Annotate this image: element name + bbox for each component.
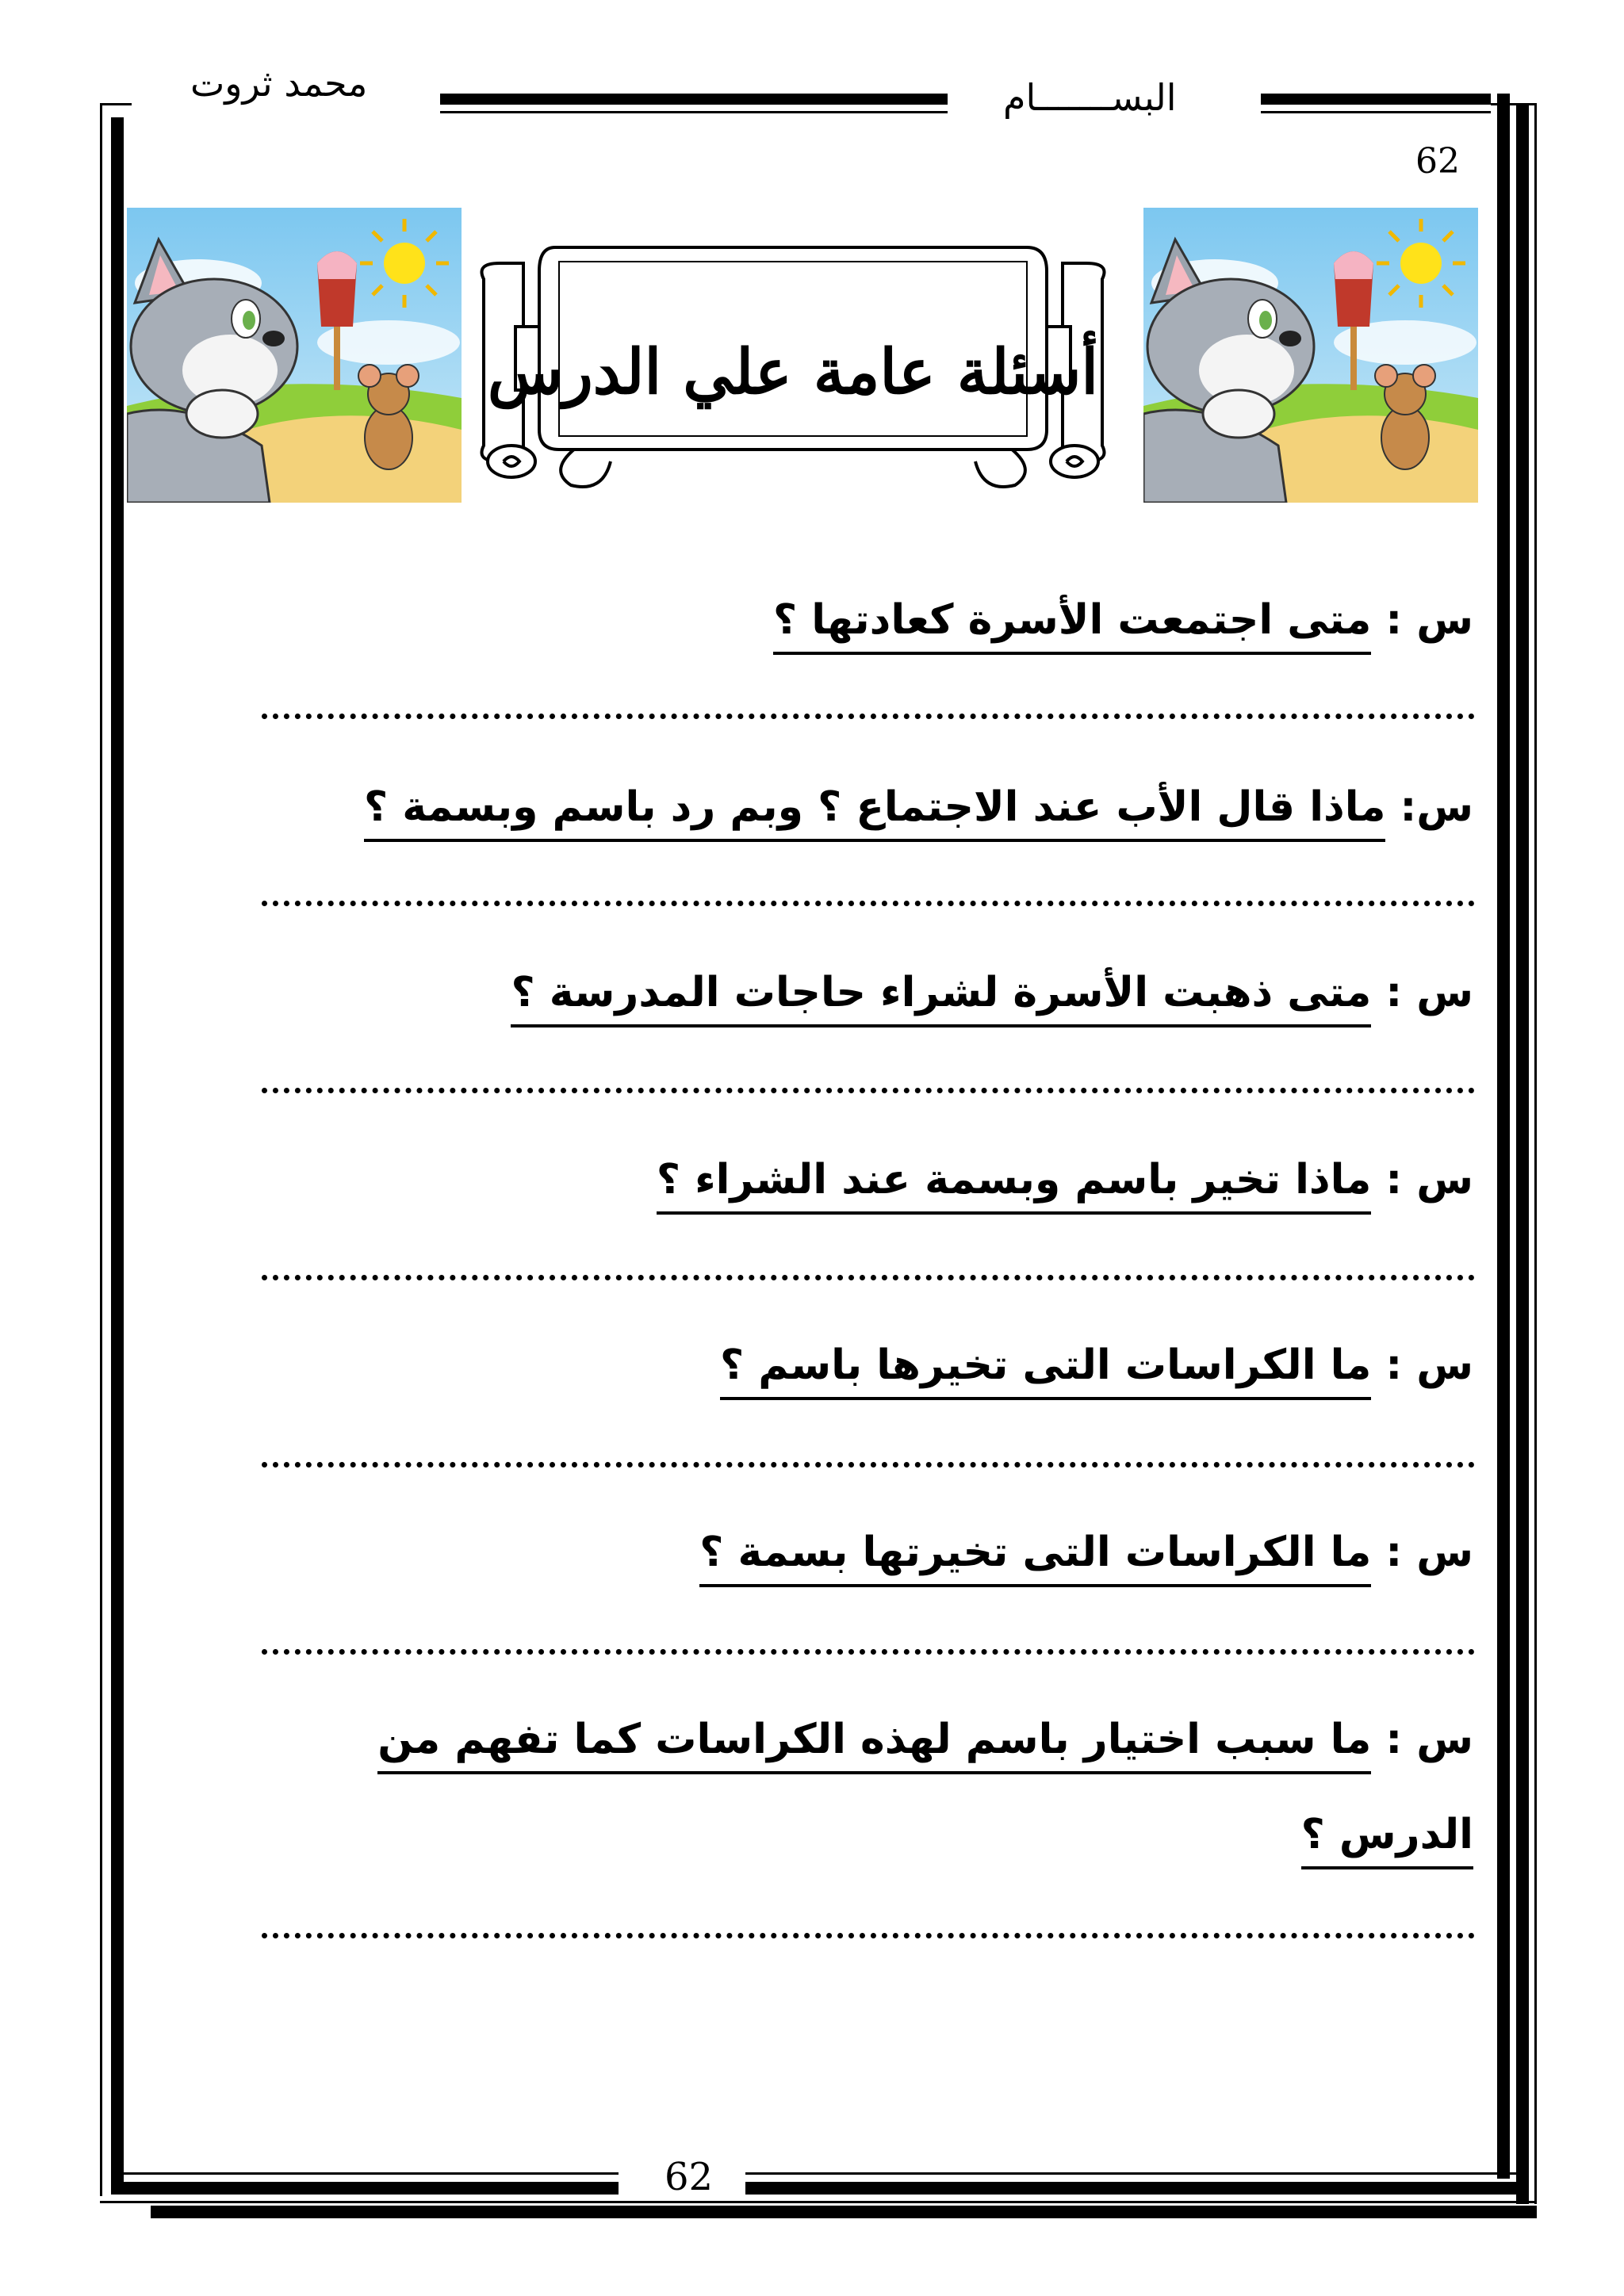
frame-left-thin	[100, 103, 102, 2196]
frame-right-thin	[1534, 103, 1537, 2204]
question-text: ما الكراسات التى تخيرتها بسمة ؟	[699, 1529, 1371, 1587]
question-label: س:	[1400, 783, 1473, 831]
cartoon-image-left	[127, 208, 462, 503]
header-author: محمد ثروت	[190, 62, 368, 105]
question-3	[511, 969, 1473, 1016]
banner-title: أسئلة عامة علي الدرس	[487, 336, 1099, 408]
cartoon-image-right	[1143, 208, 1478, 503]
question-label: س :	[1385, 1716, 1473, 1763]
answer-line-3[interactable]	[262, 1088, 1475, 1093]
question-6	[699, 1529, 1473, 1576]
answer-line-6[interactable]	[262, 1649, 1475, 1655]
frame-bottom-outer-thin	[100, 2201, 1537, 2203]
header-rule-right-thin	[1261, 111, 1491, 113]
header-rule-left	[440, 94, 948, 105]
frame-top-right-corner	[1491, 103, 1537, 105]
question-text: ماذا قال الأب عند الاجتماع ؟ وبم رد باسم وبسمة ؟	[364, 783, 1385, 842]
scroll-banner	[468, 232, 1118, 493]
frame-bottom-left	[111, 2182, 619, 2195]
answer-line-4[interactable]	[262, 1275, 1475, 1280]
frame-bottom-right-thin	[745, 2172, 1529, 2175]
answer-line-5[interactable]	[262, 1462, 1475, 1468]
question-label: س :	[1385, 1341, 1473, 1389]
question-7	[377, 1716, 1473, 1763]
question-1	[773, 596, 1473, 644]
frame-bottom-left-thin	[111, 2172, 619, 2175]
question-text: ماذا تخير باسم وبسمة عند الشراء ؟	[657, 1156, 1372, 1215]
question-text-continuation: الدرس ؟	[1301, 1811, 1473, 1869]
question-label: س :	[1385, 1156, 1473, 1203]
question-text: ما الكراسات التى تخيرها باسم ؟	[720, 1341, 1371, 1400]
question-4	[657, 1156, 1473, 1203]
frame-right-thick	[1497, 94, 1510, 2179]
header-rule-left-thin	[440, 111, 948, 113]
answer-line-2[interactable]	[262, 901, 1475, 906]
cat-and-mouse-illustration-icon	[127, 208, 462, 503]
page-number-top: 62	[1415, 141, 1460, 182]
question-label: س :	[1385, 1529, 1473, 1576]
question-7-continuation	[1301, 1811, 1473, 1858]
header-title: البســـــــام	[1003, 76, 1177, 119]
answer-line-7[interactable]	[262, 1933, 1475, 1938]
answer-line-1[interactable]	[262, 714, 1475, 719]
frame-bottom-outer-thick	[151, 2206, 1537, 2218]
question-label: س :	[1385, 969, 1473, 1016]
page-number-bottom: 62	[665, 2155, 714, 2199]
frame-right-thick-outer	[1516, 103, 1529, 2204]
question-text: متى اجتمعت الأسرة كعادتها ؟	[773, 596, 1371, 655]
question-text: ما سبب اختيار باسم لهذه الكراسات كما تفهم من	[377, 1716, 1371, 1774]
frame-bottom-right	[745, 2182, 1529, 2195]
question-label: س :	[1385, 596, 1473, 644]
question-text: متى ذهبت الأسرة لشراء حاجات المدرسة ؟	[511, 969, 1371, 1027]
question-5	[720, 1341, 1473, 1389]
cat-and-mouse-illustration-icon	[1143, 208, 1478, 503]
frame-top-left-corner	[100, 103, 132, 105]
header-rule-right	[1261, 94, 1491, 105]
question-2	[364, 783, 1473, 831]
frame-left-thick	[111, 117, 124, 2195]
